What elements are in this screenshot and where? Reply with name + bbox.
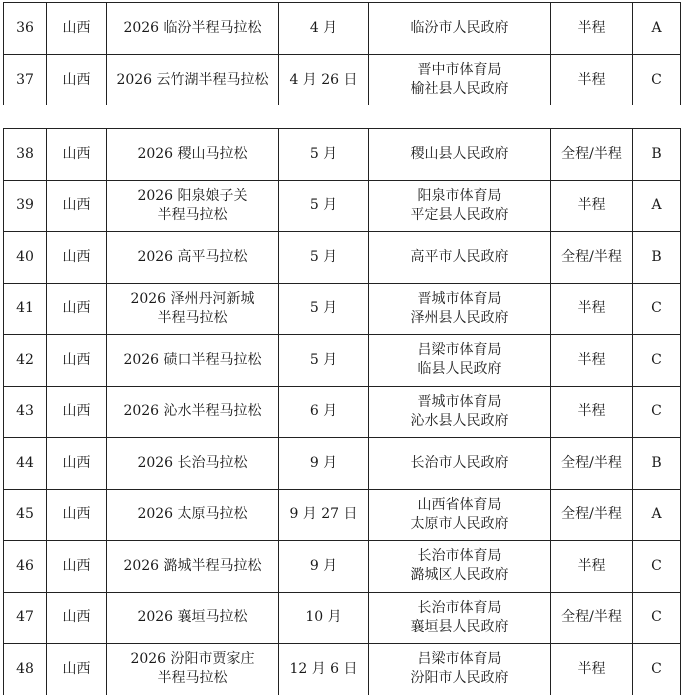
province-cell: 山西 [47,592,107,644]
organizer-cell: 高平市人民政府 [369,232,551,284]
grade-cell: C [633,335,681,387]
row-number-cell: 41 [4,283,47,335]
organizer-cell: 吕梁市体育局 临县人民政府 [369,335,551,387]
organizer-cell: 临汾市人民政府 [369,3,551,55]
province-cell: 山西 [47,180,107,232]
row-number-cell: 46 [4,541,47,593]
table-row [4,180,681,232]
table-row [4,283,681,335]
event-date-cell: 9 月 [279,438,369,490]
table-row [4,335,681,387]
event-date-cell: 6 月 [279,386,369,438]
event-name-cell: 2026 长治马拉松 [107,438,279,490]
grade-cell: A [633,3,681,55]
event-date-cell: 9 月 [279,541,369,593]
organizer-cell: 稷山县人民政府 [369,129,551,181]
race-type-cell: 半程 [551,180,633,232]
table-row [4,55,681,106]
table-row [4,592,681,644]
row-number-cell: 38 [4,129,47,181]
race-type-cell: 半程 [551,3,633,55]
row-number-cell: 36 [4,3,47,55]
organizer-cell: 晋城市体育局 泽州县人民政府 [369,283,551,335]
race-type-cell: 全程/半程 [551,592,633,644]
row-number-cell: 47 [4,592,47,644]
table-row [4,541,681,593]
organizer-cell: 长治市体育局 潞城区人民政府 [369,541,551,593]
grade-cell: C [633,541,681,593]
event-name-cell: 2026 临汾半程马拉松 [107,3,279,55]
event-date-cell: 12 月 6 日 [279,644,369,695]
province-cell: 山西 [47,644,107,695]
row-number-cell: 43 [4,386,47,438]
table-row [4,232,681,284]
race-type-cell: 半程 [551,335,633,387]
organizer-cell: 长治市体育局 襄垣县人民政府 [369,592,551,644]
row-number-cell: 42 [4,335,47,387]
row-number-cell: 40 [4,232,47,284]
organizer-cell: 晋中市体育局 榆社县人民政府 [369,55,551,106]
table-row [4,489,681,541]
grade-cell: C [633,644,681,695]
event-name-cell: 2026 太原马拉松 [107,489,279,541]
grade-cell: C [633,592,681,644]
row-number-cell: 48 [4,644,47,695]
grade-cell: C [633,283,681,335]
province-cell: 山西 [47,438,107,490]
race-type-cell: 半程 [551,644,633,695]
table-row [4,129,681,181]
row-number-cell: 39 [4,180,47,232]
grade-cell: B [633,129,681,181]
race-type-cell: 全程/半程 [551,489,633,541]
province-cell: 山西 [47,335,107,387]
organizer-cell: 山西省体育局 太原市人民政府 [369,489,551,541]
event-name-cell: 2026 碛口半程马拉松 [107,335,279,387]
event-name-cell: 2026 汾阳市贾家庄 半程马拉松 [107,644,279,695]
events-table-bottom [3,128,681,695]
event-date-cell: 4 月 [279,3,369,55]
grade-cell: A [633,180,681,232]
grade-cell: B [633,232,681,284]
organizer-cell: 吕梁市体育局 汾阳市人民政府 [369,644,551,695]
grade-cell: C [633,386,681,438]
grade-cell: B [633,438,681,490]
row-number-cell: 37 [4,55,47,106]
table-row [4,438,681,490]
grade-cell: C [633,55,681,106]
race-type-cell: 半程 [551,386,633,438]
province-cell: 山西 [47,129,107,181]
grade-cell: A [633,489,681,541]
event-date-cell: 4 月 26 日 [279,55,369,106]
race-type-cell: 半程 [551,55,633,106]
row-number-cell: 44 [4,438,47,490]
race-type-cell: 全程/半程 [551,438,633,490]
event-date-cell: 5 月 [279,232,369,284]
event-date-cell: 5 月 [279,335,369,387]
organizer-cell: 长治市人民政府 [369,438,551,490]
event-name-cell: 2026 沁水半程马拉松 [107,386,279,438]
event-name-cell: 2026 阳泉娘子关 半程马拉松 [107,180,279,232]
event-date-cell: 10 月 [279,592,369,644]
events-table-top [3,2,681,105]
table-row [4,644,681,695]
organizer-cell: 晋城市体育局 沁水县人民政府 [369,386,551,438]
province-cell: 山西 [47,489,107,541]
province-cell: 山西 [47,55,107,106]
event-date-cell: 5 月 [279,180,369,232]
event-name-cell: 2026 高平马拉松 [107,232,279,284]
event-date-cell: 5 月 [279,129,369,181]
race-type-cell: 半程 [551,541,633,593]
event-name-cell: 2026 襄垣马拉松 [107,592,279,644]
event-date-cell: 5 月 [279,283,369,335]
race-type-cell: 全程/半程 [551,232,633,284]
table-row [4,386,681,438]
organizer-cell: 阳泉市体育局 平定县人民政府 [369,180,551,232]
race-type-cell: 全程/半程 [551,129,633,181]
event-date-cell: 9 月 27 日 [279,489,369,541]
province-cell: 山西 [47,3,107,55]
event-name-cell: 2026 云竹湖半程马拉松 [107,55,279,106]
row-number-cell: 45 [4,489,47,541]
province-cell: 山西 [47,541,107,593]
table-row [4,3,681,55]
province-cell: 山西 [47,232,107,284]
province-cell: 山西 [47,386,107,438]
event-name-cell: 2026 稷山马拉松 [107,129,279,181]
race-type-cell: 半程 [551,283,633,335]
event-name-cell: 2026 泽州丹河新城 半程马拉松 [107,283,279,335]
province-cell: 山西 [47,283,107,335]
event-name-cell: 2026 潞城半程马拉松 [107,541,279,593]
